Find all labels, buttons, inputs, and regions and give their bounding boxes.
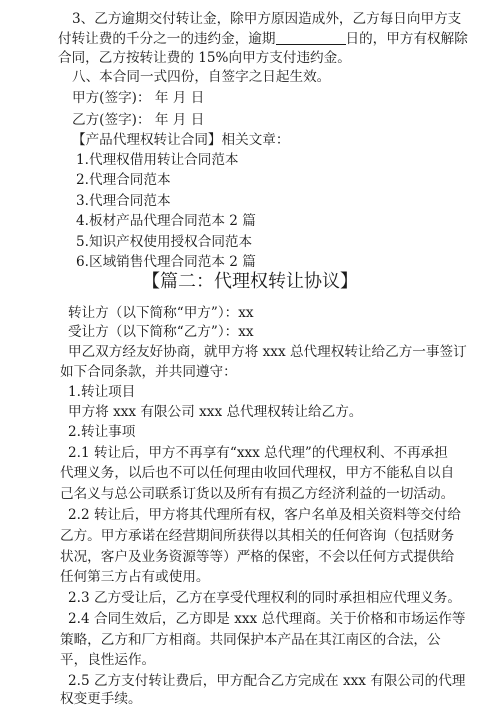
paragraph-line: 2.3 乙方受让后，乙方在享受代理权利的同时承担相应代理义务。 xyxy=(68,590,461,606)
paragraph-line: 1.转让项目 xyxy=(68,384,136,400)
paragraph-line: 己名义与总公司联系订货以及所有有损乙方经济利益的一切活动。 xyxy=(60,486,455,502)
related-article-link[interactable]: 5.知识产权使用授权合同范本 xyxy=(76,234,253,250)
related-article-link[interactable]: 6.区域销售代理合同范本 2 篇 xyxy=(76,254,256,270)
paragraph-line: 甲方将 xxx 有限公司 xxx 总代理权转让给乙方。 xyxy=(68,404,363,420)
paragraph-line: 乙方。甲方承诺在经营期间所获得以其相关的任何咨询（包括财务 xyxy=(60,528,455,544)
paragraph-line: 任何第三方占有或使用。 xyxy=(60,569,210,585)
blank-underline xyxy=(276,30,346,45)
paragraph-line: 状况，客户及业务资源等等）严格的保密，不会以任何方式提供给 xyxy=(60,549,455,565)
paragraph-line: 2.4 合同生效后，乙方即是 xxx 总代理商。关于价格和市场运作等 xyxy=(68,611,466,627)
related-article-link[interactable]: 3.代理合同范本 xyxy=(76,193,171,209)
paragraph-line: 2.2 转让后，甲方将其代理所有权，客户名单及相关资料等交付给 xyxy=(68,507,461,523)
paragraph-line: 2.转让事项 xyxy=(68,424,136,440)
paragraph-line: 2.5 乙方支付转让费后，甲方配合乙方完成在 xxx 有限公司的代理 xyxy=(68,673,466,689)
paragraph-line: 甲乙双方经友好协商，就甲方将 xxx 总代理权转让给乙方一事签订 xyxy=(68,344,467,360)
related-article-link[interactable]: 1.代理权借用转让合同范本 xyxy=(76,152,239,168)
related-articles-title: 【产品代理权转让合同】相关文章： xyxy=(72,132,290,148)
related-article-link[interactable]: 2.代理合同范本 xyxy=(76,172,171,188)
paragraph-line: 策略，乙方和厂方相商。共同保护本产品在其江南区的合法，公 xyxy=(60,632,441,648)
paragraph-line: 3、乙方逾期交付转让金，除甲方原因造成外，乙方每日向甲方支 xyxy=(72,11,462,27)
paragraph-line: 转让方（以下简称“甲方”）：xx xyxy=(68,305,254,321)
related-article-link[interactable]: 4.板材产品代理合同范本 2 篇 xyxy=(76,213,256,229)
paragraph-line: 代理义务，以后也不可以任何理由收回代理权，甲方不能私自以自 xyxy=(60,465,455,481)
paragraph-line: 合同，乙方按转让费的 15%向甲方支付违约金。 xyxy=(58,50,351,66)
section-heading: 【篇二：代理权转让协议】 xyxy=(142,271,358,292)
paragraph-line: 付转让费的千分之一的违约金，逾期 日的，甲方有权解除 xyxy=(58,31,468,47)
signature-line-party-a: 甲方(签字)： 年 月 日 xyxy=(72,90,205,106)
paragraph-line: 如下合同条款，并共同遵守： xyxy=(60,364,237,380)
paragraph-line: 2.1 转让后，甲方不再享有“xxx 总代理”的代理权利、不再承担 xyxy=(68,445,448,461)
paragraph-line: 受让方（以下简称“乙方”）：xx xyxy=(68,324,254,340)
signature-line-party-b: 乙方(签字)： 年 月 日 xyxy=(72,112,205,128)
paragraph-line: 权变更手续。 xyxy=(60,691,142,707)
paragraph-line: 平，良性运作。 xyxy=(60,652,156,668)
paragraph-line: 八、本合同一式四份，自签字之日起生效。 xyxy=(72,69,331,85)
